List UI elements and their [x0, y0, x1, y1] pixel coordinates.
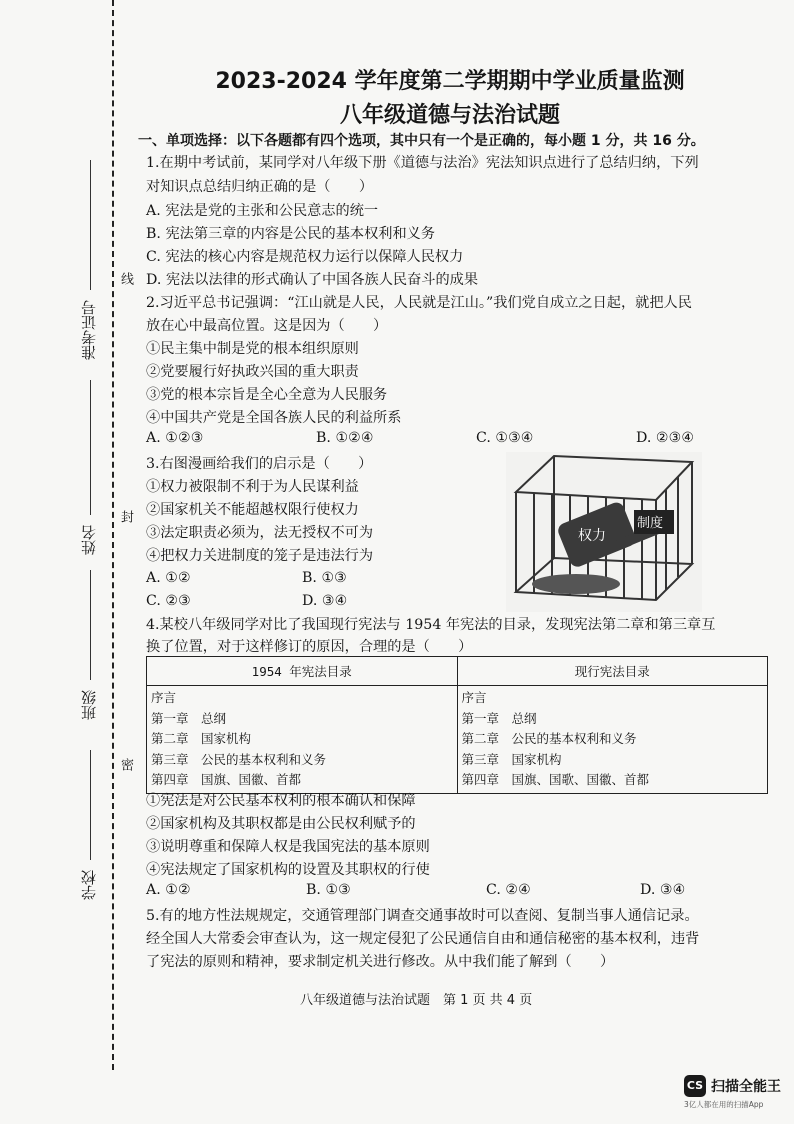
cartoon-caged-gavel	[506, 452, 702, 612]
page-footer: 八年级道德与法治试题 第 1 页 共 4 页	[300, 993, 533, 1008]
q1-option-b: B. 宪法第三章的内容是公民的基本权利和义务	[146, 226, 436, 242]
toc-current-row: 第一章 总纲	[461, 710, 537, 726]
toc-1954-row: 序言	[151, 690, 177, 705]
q4-item-2: ②国家机构及其职权都是由公民权利赋予的	[146, 816, 416, 832]
q2-option-a: A. ①②③	[146, 430, 204, 446]
school-blank	[90, 750, 91, 860]
cut-mark-line: 线	[118, 272, 133, 285]
toc-1954-row: 第一章 总纲	[151, 710, 227, 726]
toc-current-row: 第四章 国旗、国歌、国徽、首都	[461, 772, 650, 787]
scanner-tagline: 3亿人都在用的扫描App	[684, 1100, 764, 1109]
toc-current-row: 序言	[461, 690, 487, 705]
cartoon-gavel-label: 权力	[578, 528, 606, 544]
scanner-app-name: 扫描全能王	[711, 1079, 781, 1095]
q3-option-b: B. ①③	[302, 570, 347, 586]
label-school: 学校	[80, 870, 98, 900]
toc-current-row: 第三章 国家机构	[461, 751, 562, 767]
cut-mark-secret: 密	[118, 758, 133, 771]
q3-item-2: ②国家机关不能超越权限行使权力	[146, 502, 359, 518]
q2-option-d: D. ②③④	[636, 430, 695, 446]
q2-stem-line2: 放在心中最高位置。这是因为（ ）	[146, 318, 388, 334]
toc-1954-row: 第四章 国旗、国徽、首都	[151, 772, 302, 787]
class-blank	[90, 570, 91, 680]
q4-option-a: A. ①②	[146, 882, 191, 898]
label-class: 班级	[80, 690, 98, 720]
exam-number-blank	[90, 160, 91, 290]
q1-option-c: C. 宪法的核心内容是规范权力运行以保障人民权力	[146, 249, 464, 265]
section-heading: 一、单项选择：以下各题都有四个选项，其中只有一个是正确的，每小题 1 分，共 16 分。	[138, 133, 705, 149]
cut-mark-seal: 封	[118, 510, 133, 523]
q2-option-b: B. ①②④	[316, 430, 374, 446]
q4-stem-line2: 换了位置，对于这样修订的原因，合理的是（ ）	[146, 639, 473, 655]
name-blank	[90, 380, 91, 515]
label-exam-number: 准考证号	[80, 300, 98, 360]
q3-item-1: ①权力被限制不利于为人民谋利益	[146, 479, 359, 495]
q4-stem-line1: 4.某校八年级同学对比了我国现行宪法与 1954 年宪法的目录，发现宪法第二章和第三章互	[146, 617, 716, 633]
toc-1954-row: 第二章 国家机构	[151, 731, 252, 746]
q5-stem-line3: 了宪法的原则和精神，要求制定机关进行修改。从中我们能了解到（ ）	[146, 954, 615, 970]
q4-item-1: ①宪法是对公民基本权利的根本确认和保障	[146, 793, 416, 809]
q2-item-4: ④中国共产党是全国各族人民的利益所系	[146, 410, 402, 426]
q3-stem: 3.右图漫画给我们的启示是（ ）	[146, 456, 373, 472]
q2-item-2: ②党要履行好执政兴国的重大职责	[146, 364, 359, 380]
toc-current-row: 第二章 公民的基本权利和义务	[461, 731, 637, 746]
q3-item-3: ③法定职责必须为，法无授权不可为	[146, 525, 374, 541]
scanner-badge-icon: CS	[684, 1075, 706, 1097]
q4-option-c: C. ②④	[486, 882, 531, 898]
scanner-watermark	[684, 1075, 781, 1110]
cartoon-sign-label: 制度	[637, 516, 664, 531]
label-name: 姓名	[80, 525, 98, 555]
q1-option-d: D. 宪法以法律的形式确认了中国各族人民奋斗的成果	[146, 272, 479, 288]
q3-option-c: C. ②③	[146, 593, 191, 609]
q4-option-b: B. ①③	[306, 882, 351, 898]
q2-stem-line1: 2.习近平总书记强调：“江山就是人民，人民就是江山。”我们党自成立之日起，就把人民	[146, 295, 692, 311]
toc-header-1954: 1954 年宪法目录	[147, 657, 458, 686]
q3-option-d: D. ③④	[302, 593, 348, 609]
exam-subtitle: 八年级道德与法治试题	[339, 103, 560, 128]
toc-1954-row: 第三章 公民的基本权利和义务	[151, 751, 327, 767]
constitution-toc-table	[146, 656, 768, 794]
q1-stem-line2: 对知识点总结归纳正确的是（ ）	[146, 179, 374, 195]
q1-stem-line1: 1.在期中考试前，某同学对八年级下册《道德与法治》宪法知识点进行了总结归纳，下列	[146, 155, 699, 171]
q5-stem-line1: 5.有的地方性法规规定，交通管理部门调查交通事故时可以查阅、复制当事人通信记录。	[146, 908, 699, 924]
exam-title: 2023-2024 学年度第二学期期中学业质量监测	[215, 69, 685, 94]
q4-item-3: ③说明尊重和保障人权是我国宪法的基本原则	[146, 839, 430, 855]
toc-header-current: 现行宪法目录	[457, 657, 768, 686]
q3-item-4: ④把权力关进制度的笼子是违法行为	[146, 548, 374, 564]
q2-option-c: C. ①③④	[476, 430, 534, 446]
q2-item-3: ③党的根本宗旨是全心全意为人民服务	[146, 387, 388, 403]
q4-option-d: D. ③④	[640, 882, 686, 898]
q1-option-a: A. 宪法是党的主张和公民意志的统一	[146, 203, 379, 219]
q3-option-a: A. ①②	[146, 570, 191, 586]
binding-dashed-line	[112, 0, 114, 1070]
q4-item-4: ④宪法规定了国家机构的设置及其职权的行使	[146, 862, 430, 878]
q5-stem-line2: 经全国人大常委会审查认为，这一规定侵犯了公民通信自由和通信秘密的基本权利，违背	[146, 931, 700, 947]
q2-item-1: ①民主集中制是党的根本组织原则	[146, 341, 359, 357]
